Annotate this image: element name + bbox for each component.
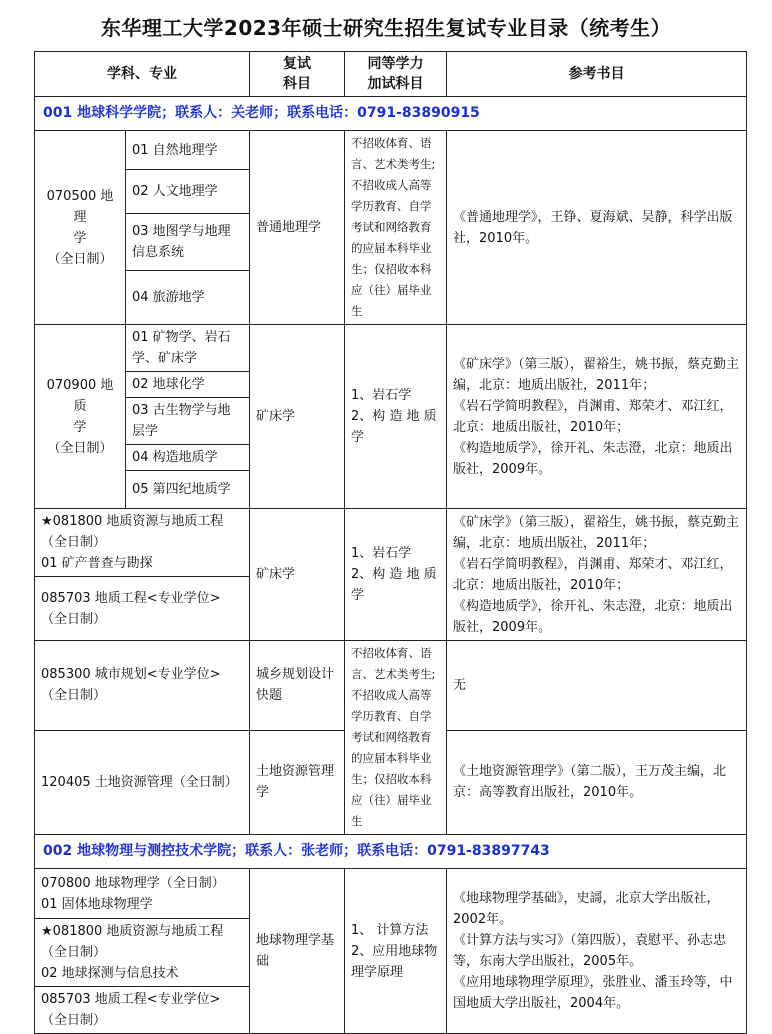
header-subject: 学科、专业 (35, 52, 250, 97)
major-code: 085703 地质工程<专业学位> (41, 590, 221, 606)
reference-books: 《土地资源管理学》（第二版），王万茂主编，北京：高等教育出版社，2010年。 (447, 730, 747, 834)
table-row (35, 509, 747, 577)
major-code: 070800 地球物理学（全日制） (41, 875, 225, 891)
major-mode: （全日制） (47, 251, 113, 267)
header-retest (250, 52, 345, 97)
reference-books (447, 509, 747, 641)
reference-books (447, 869, 747, 1034)
book-entry: 《构造地质学》，徐开礼、朱志澄，北京：地质出版社，2009年。 (453, 598, 733, 635)
direction: 02 地球化学 (126, 372, 250, 398)
major-mode: （全日制） (41, 688, 107, 704)
extra-line: 学 (351, 430, 365, 445)
extra-line: 1、 计算方法 (351, 922, 429, 938)
header-extra-line2: 加试科目 (367, 76, 424, 92)
header-extra-line1: 同等学力 (367, 56, 424, 72)
major-geo-engineering (35, 577, 250, 641)
extra-subject: 不招收体育、语言、艺术类考生;不招收成人高等学历教育、自学考试和网络教育的应届本科毕业生；仅招收本科应（往）届毕业生 (345, 641, 447, 835)
direction: 04 旅游地学 (126, 271, 250, 325)
extra-line: 1、岩石学 (351, 546, 412, 561)
table-row (35, 325, 747, 372)
major-mode: （全日制） (41, 945, 107, 960)
major-mode: （全日制） (41, 611, 107, 627)
direction: 04 构造地质学 (126, 445, 250, 471)
retest-subject: 土地资源管理学 (250, 730, 345, 834)
extra-subject (345, 509, 447, 641)
extra-line: 1、岩石学 (351, 388, 412, 403)
major-land-resources: 120405 土地资源管理（全日制） (35, 730, 250, 834)
reference-books: 《普通地理学》，王铮、夏海斌、吴静，科学出版社，2010年。 (447, 131, 747, 325)
book-entry: 《矿床学》（第三版），翟裕生，姚书振，蔡克勤主编，北京：地质出版社，2011年； (453, 356, 740, 393)
book-entry: 《岩石学简明教程》，肖渊甫、郑荣才、邓江红，北京：地质出版社，2010年； (453, 556, 733, 593)
major-geophysics (35, 869, 250, 919)
direction: 01 矿物学、岩石学、矿床学 (126, 325, 250, 372)
direction: 02 人文地理学 (126, 170, 250, 213)
major-name: 学 (73, 230, 87, 246)
major-code: 070900 地质 (46, 377, 114, 414)
major-code: ★081800 地质资源与地质工程 (41, 924, 224, 939)
header-retest-line2: 科目 (283, 76, 311, 92)
book-entry: 《应用地球物理学原理》，张胜业、潘玉玲等，中国地质大学出版社，2004年。 (453, 975, 733, 1011)
direction: 01 自然地理学 (126, 131, 250, 170)
major-mode: （全日制） (47, 440, 113, 456)
extra-subject: 不招收体育、语言、艺术类考生;不招收成人高等学历教育、自学考试和网络教育的应届本科毕业生；仅招收本科应（往）届毕业生 (345, 131, 447, 325)
header-books: 参考书目 (447, 52, 747, 97)
extra-subject (345, 869, 447, 1034)
retest-subject: 城乡规划设计快题 (250, 641, 345, 731)
major-code: 085300 城市规划<专业学位> (41, 667, 221, 683)
extra-line: 2、构 造 地 质 (351, 567, 437, 582)
header-row (35, 52, 747, 97)
major-name: 学 (73, 419, 87, 435)
catalog-table (34, 51, 747, 1034)
book-entry: 《构造地质学》，徐开礼、朱志澄，北京：地质出版社，2009年。 (453, 440, 733, 477)
major-geo-engineering-2 (35, 987, 250, 1034)
header-retest-line1: 复试 (283, 56, 311, 72)
table-row (35, 641, 747, 731)
section-002: 002 地球物理与测控技术学院；联系人：张老师；联系电话：0791-83897743 (35, 835, 747, 869)
extra-line: 2、构 造 地 质 (351, 409, 437, 424)
direction: 03 地图学与地理信息系统 (126, 213, 250, 271)
reference-books: 无 (447, 641, 747, 731)
book-entry: 《地球物理学基础》，史謌，北京大学出版社，2002年。 (453, 891, 720, 927)
direction: 01 矿产普查与勘探 (41, 556, 153, 571)
major-geology (35, 325, 126, 509)
major-urban-planning (35, 641, 250, 731)
table-row (35, 869, 747, 919)
table-row (35, 131, 747, 170)
direction: 01 固体地球物理学 (41, 896, 153, 912)
section-001: 001 地球科学学院；联系人：关老师；联系电话：0791-83890915 (35, 97, 747, 131)
retest-subject: 矿床学 (250, 509, 345, 641)
major-resources (35, 509, 250, 577)
major-resources-2 (35, 919, 250, 987)
reference-books (447, 325, 747, 509)
section-row (35, 97, 747, 131)
retest-subject: 地球物理学基础 (250, 869, 345, 1034)
extra-subject (345, 325, 447, 509)
direction: 02 地球探测与信息技术 (41, 966, 179, 981)
retest-subject: 矿床学 (250, 325, 345, 509)
direction: 05 第四纪地质学 (126, 471, 250, 509)
section-row (35, 835, 747, 869)
direction: 03 古生物学与地层学 (126, 398, 250, 445)
retest-subject: 普通地理学 (250, 131, 345, 325)
major-code: 070500 地理 (46, 188, 114, 225)
major-code: 085703 地质工程<专业学位> (41, 992, 221, 1007)
major-geography (35, 131, 126, 325)
extra-line: 2、应用地球物理学原理 (351, 943, 438, 980)
extra-line: 学 (351, 588, 365, 603)
header-extra (345, 52, 447, 97)
book-entry: 《岩石学简明教程》，肖渊甫、郑荣才、邓江红，北京：地质出版社，2010年； (453, 398, 733, 435)
book-entry: 《矿床学》（第三版），翟裕生，姚书振，蔡克勤主编，北京：地质出版社，2011年； (453, 514, 740, 551)
major-code: ★081800 地质资源与地质工程 (41, 514, 224, 529)
major-mode: （全日制） (41, 1013, 107, 1028)
major-mode: （全日制） (41, 535, 107, 550)
book-entry: 《计算方法与实习》（第四版），袁慰平、孙志忠等，东南大学出版社，2005年。 (453, 933, 727, 969)
page-title: 东华理工大学2023年硕士研究生招生复试专业目录（统考生） (100, 16, 672, 40)
